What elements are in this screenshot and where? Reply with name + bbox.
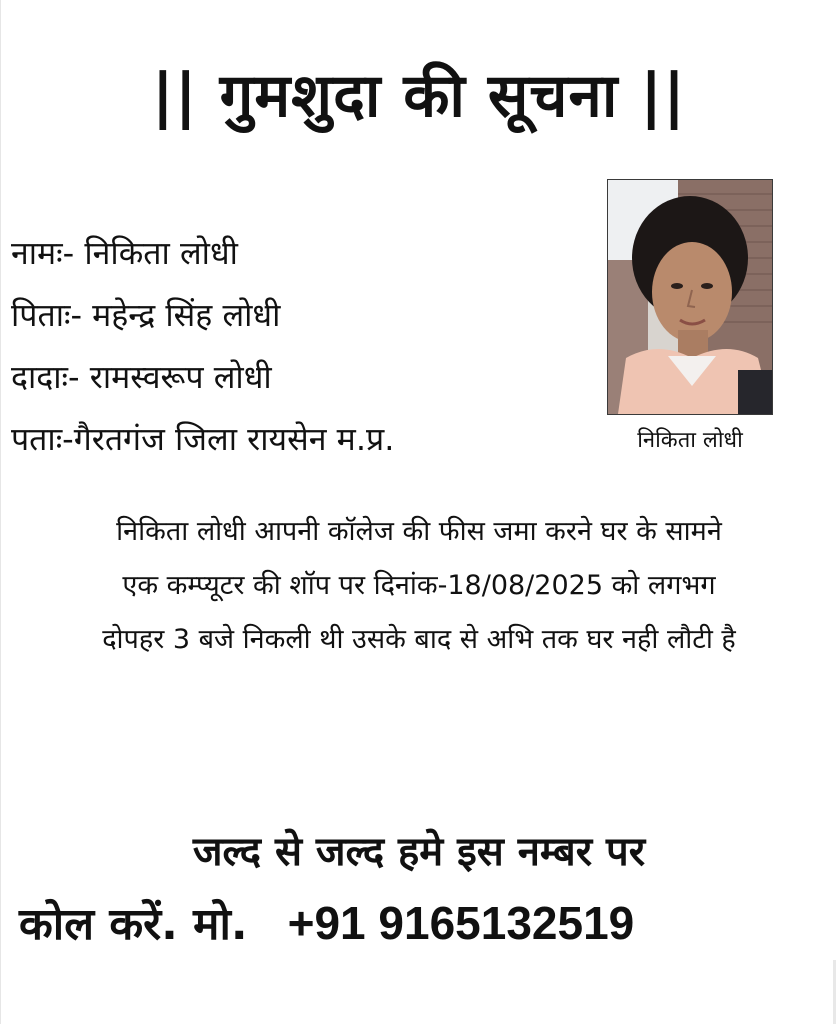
photo-caption: निकिता लोधी [637,428,743,453]
contact-number-line [19,892,634,952]
person-photo [607,179,773,415]
contact-prefix: कोल करें. मो. [19,899,248,950]
detail-grandfather: दादाः- रामस्वरूप लोधी [11,358,272,396]
phone-number: +91 9165132519 [287,897,635,949]
description-line: निकिता लोधी आपनी कॉलेज की फीस जमा करने घर के सामने [116,516,722,547]
portrait-photo-icon [608,180,772,414]
person-details [11,222,571,470]
poster-title: || गुमशुदा की सूचना || [151,61,687,131]
incident-description [1,505,836,667]
detail-address: पताः-गैरतगंज जिला रायसेन म.प्र. [11,420,395,458]
contact-request: जल्द से जल्द हमे इस नम्बर पर [192,829,646,875]
contact-section [1,820,836,950]
description-line: दोपहर 3 बजे निकली थी उसके बाद से अभि तक घर नही लौटी है [102,624,736,655]
detail-father: पिताः- महेन्द्र सिंह लोधी [11,296,281,334]
description-line: एक कम्प्यूटर की शॉप पर दिनांक-18/08/2025 को लगभग [122,570,716,601]
detail-name: नामः- निकिता लोधी [11,234,238,272]
